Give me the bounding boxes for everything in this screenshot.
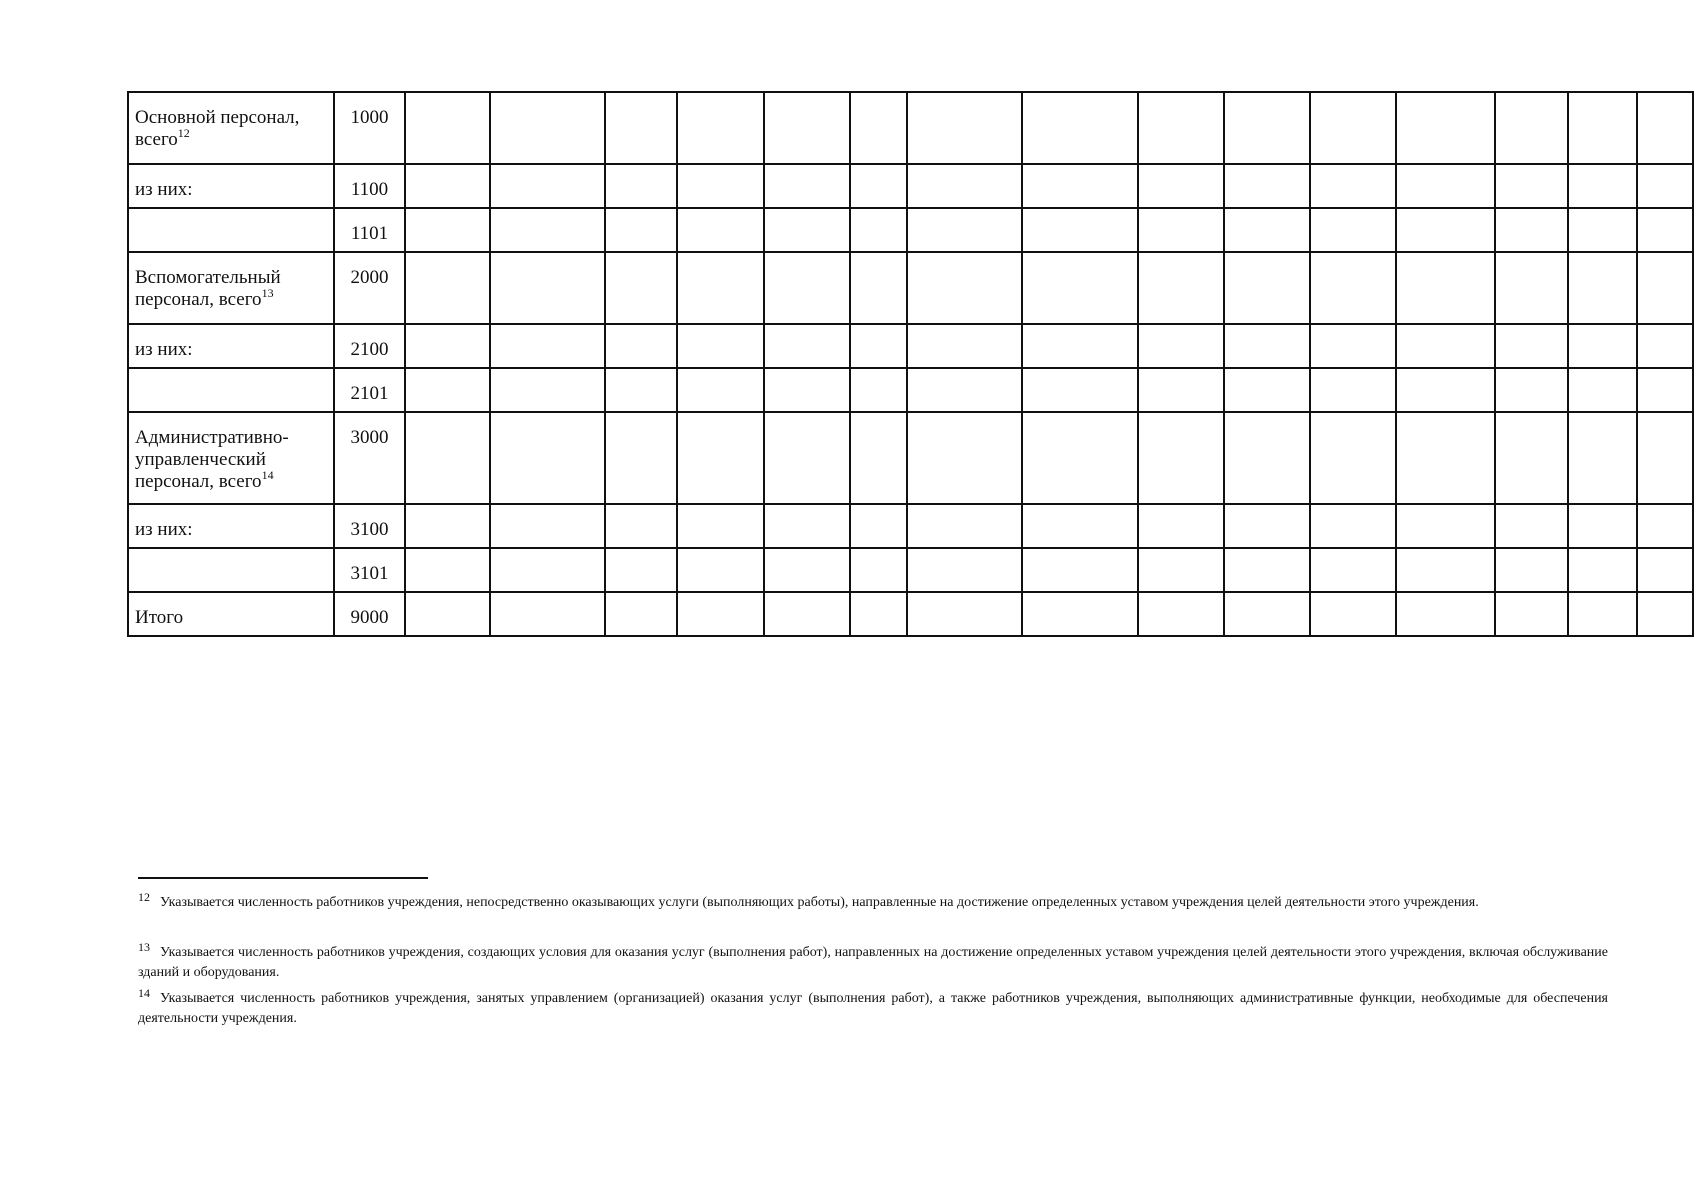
table-cell (1022, 368, 1138, 412)
table-cell (1022, 592, 1138, 636)
table-cell (1568, 504, 1637, 548)
table-cell (850, 504, 907, 548)
footnote-text: Указывается численность работников учреждения, создающих условия для оказания услуг (выполнения работ), направленных на достижение определенных уставом учреждения целей деятельности этого учреждения, включая обслуживание зданий и оборудования. (138, 945, 1608, 980)
footnote-ref: 12 (177, 126, 190, 140)
table-cell (764, 324, 850, 368)
table-cell (1138, 368, 1224, 412)
table-cell (850, 548, 907, 592)
table-row (128, 252, 1693, 324)
table-cell (605, 208, 677, 252)
row-label: Основной персонал, всего$^{12}$ (128, 92, 334, 164)
table-cell (405, 592, 490, 636)
table-cell (1022, 164, 1138, 208)
table-cell (1310, 412, 1396, 504)
table-cell (1224, 548, 1310, 592)
table-cell (764, 368, 850, 412)
table-cell (1310, 592, 1396, 636)
footnote-text: Указывается численность работников учреждения, занятых управлением (организацией) оказания услуг (выполнения работ), а также работников учреждения, выполняющих административные функции, необходимые для обеспечения деятельности учреждения. (138, 991, 1608, 1026)
table-cell (907, 252, 1022, 324)
table-row (128, 548, 1693, 592)
row-code: 1100 (334, 164, 405, 208)
table-cell (405, 92, 490, 164)
table-cell (1396, 368, 1495, 412)
table-cell (605, 592, 677, 636)
table-cell (1495, 324, 1568, 368)
footnote-number: 12 (138, 890, 150, 904)
table-cell (605, 412, 677, 504)
table-cell (1224, 412, 1310, 504)
table-cell (764, 252, 850, 324)
table-cell (1568, 592, 1637, 636)
table-cell (490, 592, 605, 636)
table-cell (1637, 592, 1693, 636)
table-cell (1495, 252, 1568, 324)
table-row (128, 368, 1693, 412)
table-cell (907, 548, 1022, 592)
table-cell (1310, 208, 1396, 252)
table-cell (1138, 92, 1224, 164)
row-code: 3000 (334, 412, 405, 504)
table-cell (605, 548, 677, 592)
table-cell (850, 208, 907, 252)
table-row (128, 324, 1693, 368)
footnote-number: 13 (138, 940, 150, 954)
table-cell (1495, 548, 1568, 592)
table-cell (1138, 208, 1224, 252)
table-cell (677, 324, 764, 368)
table-cell (677, 592, 764, 636)
table-cell (1637, 324, 1693, 368)
table-cell (1568, 92, 1637, 164)
table-cell (1568, 208, 1637, 252)
table-cell (677, 252, 764, 324)
table-cell (677, 92, 764, 164)
table-cell (1138, 412, 1224, 504)
table-cell (1568, 324, 1637, 368)
table-cell (1022, 504, 1138, 548)
table-cell (1396, 412, 1495, 504)
table-cell (850, 252, 907, 324)
table-cell (1396, 592, 1495, 636)
table-cell (1495, 208, 1568, 252)
table-cell (1022, 92, 1138, 164)
footnote-ref: 13 (261, 286, 274, 300)
row-label: из них: (128, 164, 334, 208)
table-cell (1495, 164, 1568, 208)
table-row (128, 208, 1693, 252)
table-cell (1310, 548, 1396, 592)
table-cell (490, 324, 605, 368)
table-cell (850, 324, 907, 368)
table-cell (1568, 412, 1637, 504)
table-cell (490, 368, 605, 412)
table-cell (1637, 164, 1693, 208)
table-cell (1568, 548, 1637, 592)
table-cell (1396, 208, 1495, 252)
row-code: 9000 (334, 592, 405, 636)
table-cell (1568, 164, 1637, 208)
table-cell (1224, 208, 1310, 252)
row-code: 3100 (334, 504, 405, 548)
table-cell (1310, 164, 1396, 208)
row-code: 1101 (334, 208, 405, 252)
table-cell (1138, 592, 1224, 636)
footnote-12 (138, 887, 1608, 913)
table-cell (1022, 208, 1138, 252)
table-cell (764, 548, 850, 592)
row-code: 3101 (334, 548, 405, 592)
table-cell (605, 92, 677, 164)
row-code: 2100 (334, 324, 405, 368)
table-cell (764, 208, 850, 252)
table-row (128, 412, 1693, 504)
table-cell (405, 252, 490, 324)
table-cell (907, 92, 1022, 164)
table-cell (405, 324, 490, 368)
footnote-13 (138, 937, 1608, 983)
table-cell (764, 164, 850, 208)
table-cell (405, 412, 490, 504)
table-cell (1568, 252, 1637, 324)
table-cell (1138, 504, 1224, 548)
table-cell (907, 412, 1022, 504)
table-cell (605, 504, 677, 548)
table-cell (1495, 368, 1568, 412)
table-row (128, 92, 1693, 164)
footnote-ref: 14 (261, 468, 274, 482)
row-label (128, 208, 334, 252)
table-cell (1396, 252, 1495, 324)
table-cell (1637, 92, 1693, 164)
table-row (128, 164, 1693, 208)
row-label (128, 548, 334, 592)
row-label (128, 368, 334, 412)
table-cell (907, 164, 1022, 208)
table-cell (1022, 412, 1138, 504)
table-cell (907, 504, 1022, 548)
table-cell (605, 252, 677, 324)
table-cell (1396, 164, 1495, 208)
table-cell (405, 368, 490, 412)
table-cell (1637, 504, 1693, 548)
table-cell (764, 592, 850, 636)
table-cell (1224, 592, 1310, 636)
footnote-separator (138, 877, 428, 879)
table-cell (764, 92, 850, 164)
table-cell (1568, 368, 1637, 412)
table-cell (1138, 324, 1224, 368)
row-label: Вспомогательный персонал, всего$^{13}$ (128, 252, 334, 324)
table-cell (1022, 252, 1138, 324)
table-cell (1224, 368, 1310, 412)
footnotes (138, 887, 1608, 1029)
table-cell (677, 412, 764, 504)
table-cell (490, 412, 605, 504)
table-cell (490, 252, 605, 324)
table-cell (1138, 164, 1224, 208)
row-label: Итого (128, 592, 334, 636)
table-cell (677, 548, 764, 592)
table-cell (1310, 324, 1396, 368)
table-cell (1224, 92, 1310, 164)
table-cell (1637, 252, 1693, 324)
footnote-14 (138, 983, 1608, 1029)
table-cell (1224, 324, 1310, 368)
table-cell (1637, 208, 1693, 252)
row-label: Административно-управленческий персонал, всего$^{14}$ (128, 412, 334, 504)
table-cell (1224, 504, 1310, 548)
row-code: 2101 (334, 368, 405, 412)
table-cell (1224, 164, 1310, 208)
table-cell (490, 504, 605, 548)
table-cell (1022, 548, 1138, 592)
table-cell (490, 548, 605, 592)
table-cell (1637, 548, 1693, 592)
table-row (128, 592, 1693, 636)
table-cell (1396, 504, 1495, 548)
table-cell (405, 504, 490, 548)
row-code: 2000 (334, 252, 405, 324)
table-cell (1637, 368, 1693, 412)
table-cell (1396, 548, 1495, 592)
table-cell (850, 412, 907, 504)
table-cell (490, 208, 605, 252)
table-cell (677, 164, 764, 208)
row-label: из них: (128, 324, 334, 368)
table-cell (1138, 548, 1224, 592)
table-cell (907, 592, 1022, 636)
table-cell (677, 368, 764, 412)
table-cell (764, 504, 850, 548)
table-cell (605, 164, 677, 208)
table-cell (1022, 324, 1138, 368)
table-cell (850, 368, 907, 412)
table-cell (490, 164, 605, 208)
footnote-text: Указывается численность работников учреждения, непосредственно оказывающих услуги (выполняющих работы), направленные на достижение определенных уставом учреждения целей деятельности этого учреждения. (160, 895, 1479, 910)
table-cell (907, 368, 1022, 412)
table-cell (405, 208, 490, 252)
table-cell (677, 504, 764, 548)
table-cell (1495, 504, 1568, 548)
table-cell (677, 208, 764, 252)
table-cell (405, 548, 490, 592)
table-cell (1310, 92, 1396, 164)
table-cell (850, 92, 907, 164)
table-cell (1310, 368, 1396, 412)
staff-table (127, 91, 1694, 637)
table-cell (1310, 504, 1396, 548)
row-code: 1000 (334, 92, 405, 164)
table-row (128, 504, 1693, 548)
row-label: из них: (128, 504, 334, 548)
table-cell (907, 324, 1022, 368)
table-cell (1310, 252, 1396, 324)
table-cell (1495, 592, 1568, 636)
table-cell (1224, 252, 1310, 324)
table-cell (1637, 412, 1693, 504)
footnote-number: 14 (138, 986, 150, 1000)
table-cell (605, 324, 677, 368)
table-cell (1138, 252, 1224, 324)
table-cell (490, 92, 605, 164)
table-cell (850, 592, 907, 636)
table-cell (907, 208, 1022, 252)
table-cell (605, 368, 677, 412)
table-cell (850, 164, 907, 208)
table-cell (1495, 412, 1568, 504)
table-cell (1495, 92, 1568, 164)
table-cell (1396, 324, 1495, 368)
table-cell (764, 412, 850, 504)
table-cell (405, 164, 490, 208)
table-cell (1396, 92, 1495, 164)
